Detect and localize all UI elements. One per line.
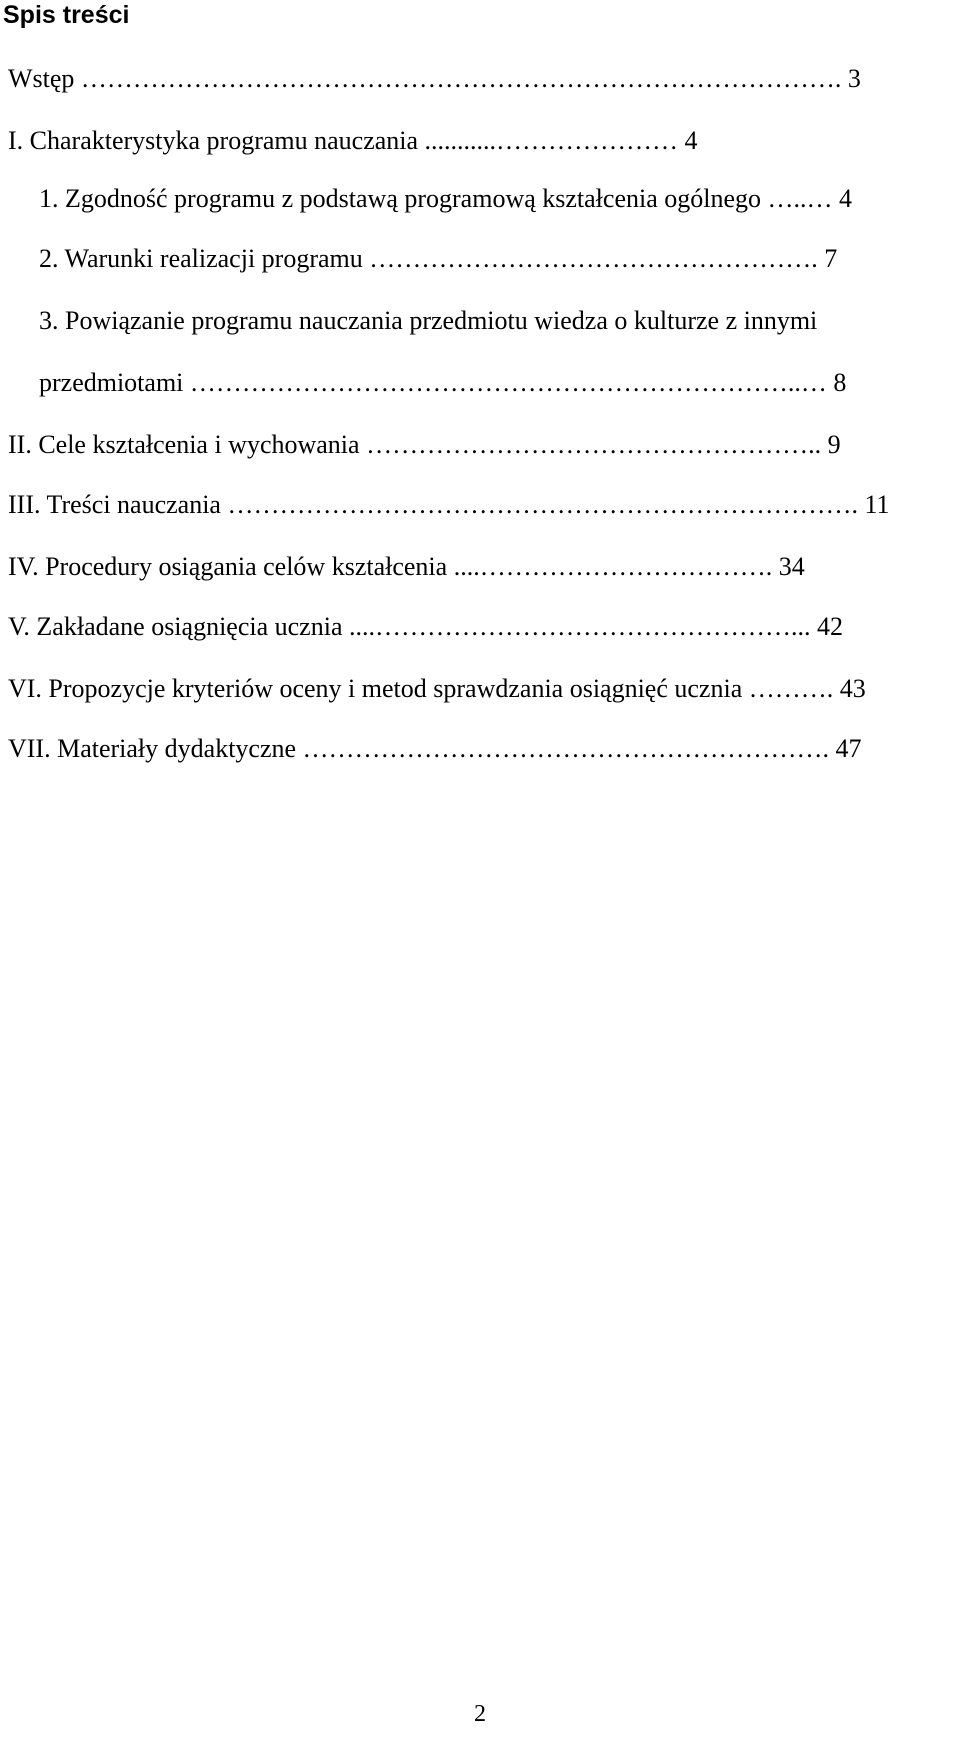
- toc-entry-chapter-5[interactable]: [8, 610, 955, 644]
- toc-entry-page: 9: [821, 430, 841, 459]
- toc-entry-label: IV. Procedury osiągania celów kształcenia ....: [8, 552, 480, 581]
- toc-entry-leader: …..…: [767, 184, 833, 213]
- toc-entry-chapter-2[interactable]: [8, 428, 955, 462]
- toc-entry-section-1-2[interactable]: [39, 242, 955, 276]
- toc-entry-leader: …………………………………………………………………………….: [80, 64, 842, 93]
- toc-entry-leader: ……………………………………………………………….: [227, 490, 858, 519]
- toc-entry-page: 8: [826, 368, 847, 397]
- toc-entry-label: 2. Warunki realizacji programu: [39, 244, 370, 273]
- toc-entry-page: 7: [817, 244, 838, 273]
- toc-entry-page: 3: [841, 64, 861, 93]
- toc-entry-chapter-1[interactable]: [8, 124, 955, 158]
- toc-entry-label: Wstęp: [8, 64, 81, 93]
- toc-entry-page: 4: [832, 184, 853, 213]
- toc-entry-label: VI. Propozycje kryteriów oceny i metod sprawdzania osiągnięć ucznia: [8, 674, 749, 703]
- toc-entry-leader: …………………………………………...: [374, 612, 811, 641]
- toc-entry-section-1-1[interactable]: [39, 182, 955, 216]
- toc-entry-section-1-3-continued[interactable]: [39, 366, 955, 400]
- toc-entry-leader: …………………………………………….: [369, 244, 818, 273]
- toc-entry-leader: …………………………….: [479, 552, 773, 581]
- toc-entry-label: VII. Materiały dydaktyczne: [8, 734, 303, 763]
- toc-entry-label: V. Zakładane osiągnięcia ucznia ....: [8, 612, 375, 641]
- toc-title: Spis treści: [3, 1, 130, 29]
- toc-entry-label: I. Charakterystyka programu nauczania ...........: [8, 126, 497, 155]
- toc-entry-label: II. Cele kształcenia i wychowania: [8, 430, 367, 459]
- toc-entry-page: 42: [810, 612, 843, 641]
- toc-entry-label: 1. Zgodność programu z podstawą programową kształcenia ogólnego: [39, 184, 768, 213]
- toc-entry-page: 11: [857, 490, 890, 519]
- toc-entry-page: 43: [833, 674, 866, 703]
- toc-entry-label: przedmiotami: [39, 368, 190, 397]
- page-number: 2: [474, 1701, 486, 1727]
- toc-entry-leader: …………………………………………………….: [302, 734, 830, 763]
- toc-entry-leader: …………………: [496, 126, 679, 155]
- toc-entry-leader: ……………………………………………..: [366, 430, 822, 459]
- toc-entry-chapter-4[interactable]: [8, 550, 955, 584]
- toc-entry-label: III. Treści nauczania: [8, 490, 228, 519]
- toc-entry-label: 3. Powiązanie programu nauczania przedmiotu wiedza o kulturze z innymi: [39, 306, 818, 335]
- toc-entry-chapter-3[interactable]: [8, 488, 955, 522]
- toc-entry-page: 34: [772, 552, 805, 581]
- toc-entry-chapter-7[interactable]: [8, 732, 955, 766]
- toc-entry-intro[interactable]: [8, 62, 955, 96]
- toc-entry-page: 4: [678, 126, 698, 155]
- toc-entry-leader: ……….: [748, 674, 834, 703]
- toc-entry-chapter-6[interactable]: [8, 672, 955, 706]
- toc-entry-leader: ……………………………………………………………..…: [189, 368, 827, 397]
- toc-entry-section-1-3[interactable]: [39, 304, 955, 338]
- toc-entry-page: 47: [829, 734, 862, 763]
